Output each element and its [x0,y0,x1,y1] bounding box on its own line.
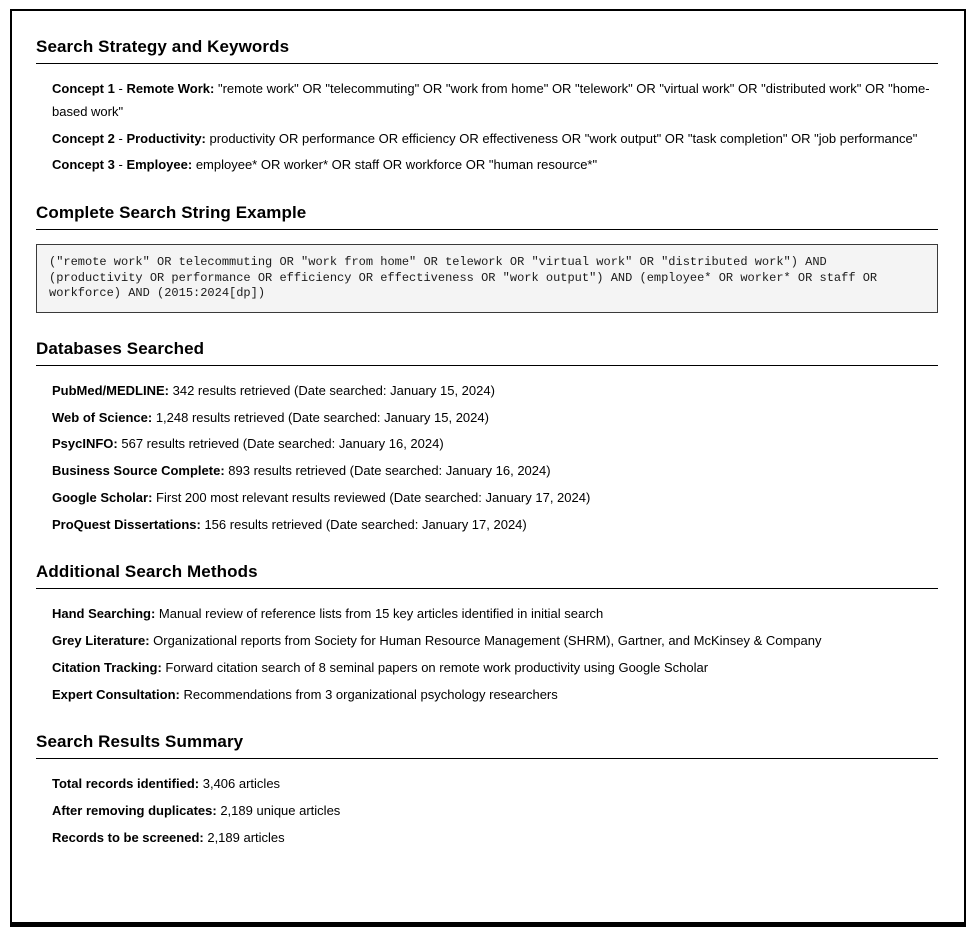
section-search-strategy [36,37,938,177]
database-name: PsycINFO: [52,436,118,452]
database-row-3 [52,433,938,456]
summary-label: Records to be screened: [52,829,204,845]
database-result: 893 results retrieved (Date searched: January 16, 2024) [228,463,551,479]
method-name: Grey Literature: [52,633,150,649]
concept-row-2 [52,128,938,151]
method-name: Expert Consultation: [52,686,180,702]
method-description: Organizational reports from Society for Human Resource Management (SHRM), Gartner, and McKinsey & Company [153,633,822,649]
section-title-search-string: Complete Search String Example [36,203,938,230]
database-row-4 [52,460,938,483]
database-result: 156 results retrieved (Date searched: January 17, 2024) [204,516,527,532]
summary-row-3 [52,827,938,850]
database-result: 567 results retrieved (Date searched: January 16, 2024) [121,436,444,452]
section-title-databases: Databases Searched [36,339,938,366]
method-description: Recommendations from 3 organizational psychology researchers [183,686,558,702]
summary-label: After removing duplicates: [52,803,217,819]
method-row-4 [52,684,938,707]
method-description: Manual review of reference lists from 15 key articles identified in initial search [158,606,604,622]
database-result: 342 results retrieved (Date searched: January 15, 2024) [172,382,495,398]
summary-value: 3,406 articles [202,776,281,792]
concept-name: Concept 3 [52,157,115,173]
concept-topic: Remote Work: [126,81,215,96]
concept-separator: - [118,157,123,173]
section-title-search-strategy: Search Strategy and Keywords [36,37,938,64]
database-row-5 [52,487,938,510]
concept-terms: productivity OR performance OR efficiency OR effectiveness OR "work output" OR "task completion" OR "job performance" [209,130,918,146]
summary-label: Total records identified: [52,776,200,792]
summary-row-1 [52,773,938,796]
concept-name: Concept 2 [52,130,115,146]
method-name: Hand Searching: [52,606,156,622]
method-row-1 [52,603,938,626]
summary-value: 2,189 unique articles [220,803,341,819]
search-string-code-block: ("remote work" OR telecommuting OR "work from home" OR telework OR "virtual work" OR "distributed work") AND (productivity OR performance OR efficiency OR effectiveness OR "work output") AND (employee* OR worker* OR staff OR workforce) AND (2015:2024[dp]) [36,244,938,313]
section-additional-methods [36,562,938,706]
method-description: Forward citation search of 8 seminal papers on remote work productivity using Google Scholar [165,659,709,675]
document-frame [10,9,966,927]
database-name: Web of Science: [52,409,153,425]
concept-row-3 [52,154,938,177]
concept-topic: Productivity: [126,130,206,146]
section-title-results-summary: Search Results Summary [36,732,938,759]
concept-terms: "remote work" OR "telecommuting" OR "work from home" OR "telework" OR "virtual work" OR "distributed work" OR "home-based work" [52,81,930,119]
section-databases [36,339,938,537]
concept-separator: - [118,130,123,146]
method-row-2 [52,630,938,653]
section-title-additional-methods: Additional Search Methods [36,562,938,589]
database-row-1 [52,380,938,403]
database-result: 1,248 results retrieved (Date searched: January 15, 2024) [155,409,489,425]
database-row-2 [52,407,938,430]
concept-separator: - [118,81,123,96]
database-name: Google Scholar: [52,489,153,505]
concept-row-1 [52,78,938,124]
summary-row-2 [52,800,938,823]
section-results-summary [36,732,938,849]
concept-topic: Employee: [126,157,193,173]
section-search-string [36,203,938,313]
database-result: First 200 most relevant results reviewed (Date searched: January 17, 2024) [156,489,591,505]
method-row-3 [52,657,938,680]
concept-name: Concept 1 [52,81,115,96]
database-name: Business Source Complete: [52,463,225,479]
database-name: ProQuest Dissertations: [52,516,201,532]
database-row-6 [52,514,938,537]
summary-value: 2,189 articles [207,829,285,845]
concept-terms: employee* OR worker* OR staff OR workforce OR "human resource*" [195,157,598,173]
method-name: Citation Tracking: [52,659,162,675]
database-name: PubMed/MEDLINE: [52,382,169,398]
